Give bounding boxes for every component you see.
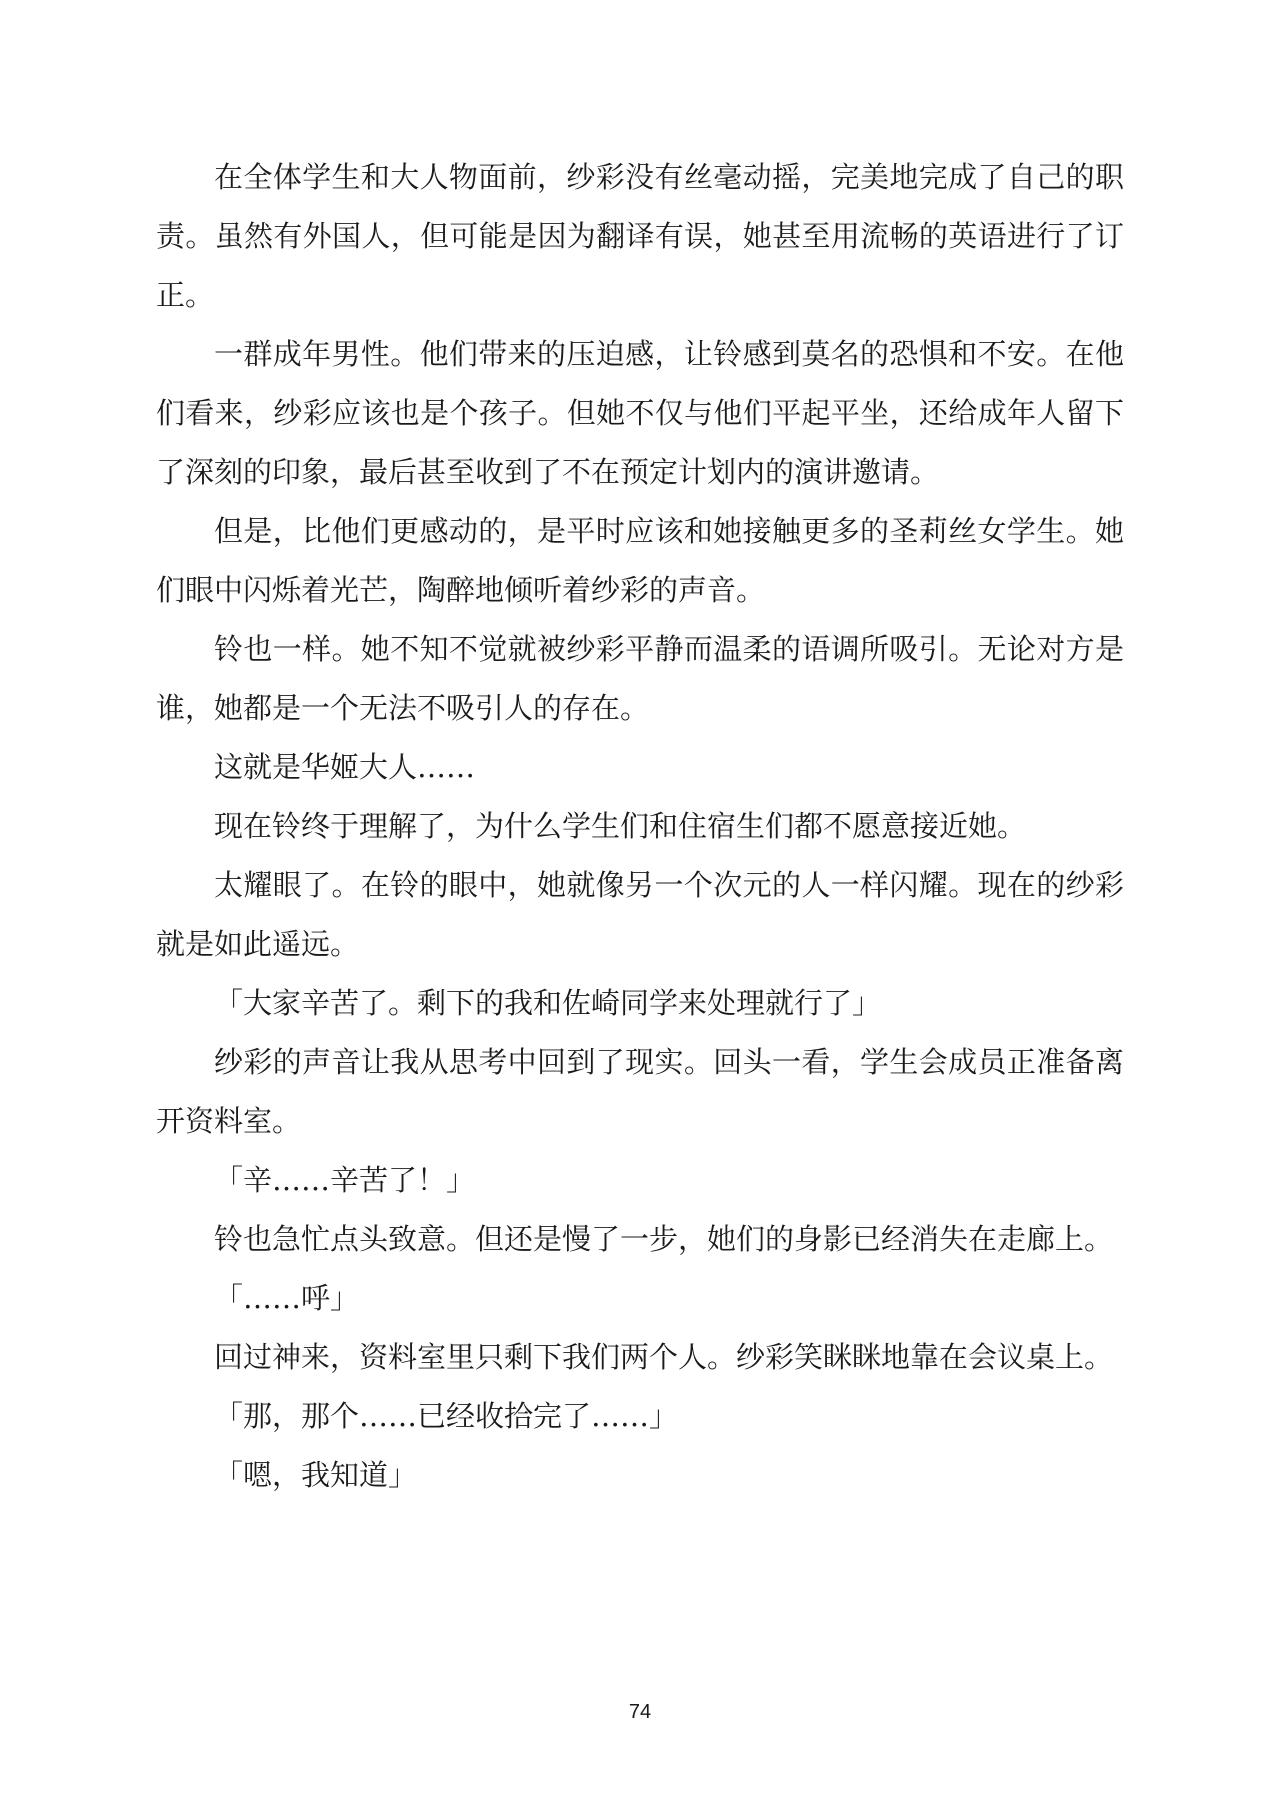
dialogue-line: 「……呼」 (214, 1281, 360, 1315)
dialogue-line: 「大家辛苦了。剩下的我和佐崎同学来处理就行了」 (214, 986, 882, 1020)
paragraph: 铃也一样。她不知不觉就被纱彩平静而温柔的语调所吸引。无论对方是谁，她都是一个无法不吸引人的存在。 (156, 632, 1124, 725)
paragraph: 回过神来，资料室里只剩下我们两个人。纱彩笑眯眯地靠在会议桌上。 (214, 1340, 1114, 1374)
dialogue-line: 「嗯，我知道」 (214, 1458, 418, 1492)
paragraph: 纱彩的声音让我从思考中回到了现实。回头一看，学生会成员正准备离开资料室。 (156, 1045, 1124, 1138)
paragraph: 这就是华姬大人…… (214, 750, 476, 784)
body-text (156, 148, 1124, 1505)
paragraph: 现在铃终于理解了，为什么学生们和住宿生们都不愿意接近她。 (214, 809, 1027, 843)
paragraph: 但是，比他们更感动的，是平时应该和她接触更多的圣莉丝女学生。她们眼中闪烁着光芒，陶醉地倾听着纱彩的声音。 (156, 514, 1124, 607)
dialogue-line: 「辛……辛苦了！」 (214, 1163, 476, 1197)
dialogue-line: 「那，那个……已经收拾完了……」 (214, 1399, 679, 1433)
paragraph: 一群成年男性。他们带来的压迫感，让铃感到莫名的恐惧和不安。在他们看来，纱彩应该也是个孩子。但她不仅与他们平起平坐，还给成年人留下了深刻的印象，最后甚至收到了不在预定计划内的演讲邀请。 (156, 337, 1124, 489)
paragraph: 太耀眼了。在铃的眼中，她就像另一个次元的人一样闪耀。现在的纱彩就是如此遥远。 (156, 868, 1124, 961)
page-number: 74 (628, 1701, 652, 1723)
paragraph: 铃也急忙点头致意。但还是慢了一步，她们的身影已经消失在走廊上。 (214, 1222, 1114, 1256)
paragraph: 在全体学生和大人物面前，纱彩没有丝毫动摇，完美地完成了自己的职责。虽然有外国人，但可能是因为翻译有误，她甚至用流畅的英语进行了订正。 (156, 160, 1124, 312)
